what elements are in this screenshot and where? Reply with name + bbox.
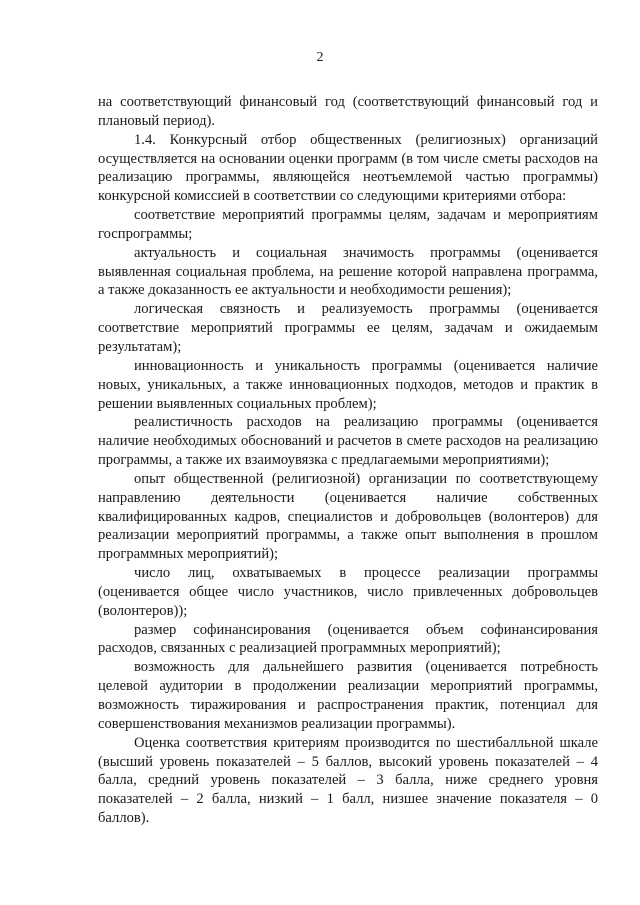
criterion-development-potential: возможность для дальнейшего развития (оценивается потребность целевой аудитории в продолжении реализации мероприятий программы, возможность тиражирования и распространения практик, потенциал для совершенствования механизмов реализации программы). <box>98 659 598 732</box>
criterion-innovation: инновационность и уникальность программы (оценивается наличие новых, уникальных, а также инновационных подходов, методов и практик в решении выявленных социальных проблем); <box>98 357 598 412</box>
criterion-participants-count: число лиц, охватываемых в процессе реализации программы (оценивается общее число участников, число привлеченных добровольцев (волонтеров)); <box>98 565 598 619</box>
document-body <box>98 93 598 828</box>
criterion-cofinancing: размер софинансирования (оценивается объем софинансирования расходов, связанных с реализацией программных мероприятий); <box>98 621 598 657</box>
criterion-realistic-costs: реалистичность расходов на реализацию программы (оценивается наличие необходимых обоснований и расчетов в смете расходов на реализацию программы, а также их взаимоувязка с предлагаемыми мероприятиями); <box>98 414 598 469</box>
criterion-logical-coherence: логическая связность и реализуемость программы (оценивается соответствие мероприятий программы ее целям, задачам и ожидаемым результатам); <box>98 301 598 355</box>
paragraph-scoring-scale: Оценка соответствия критериям производится по шестибалльной шкале (высший уровень показателей – 5 баллов, высокий уровень показателей – 4 балла, средний уровень показателей – 3 балла, ниже среднего уровня показателей – 2 балла, низкий – 1 балл, низшее значение показателя – 0 баллов). <box>98 734 598 827</box>
paragraph-continuation: на соответствующий финансовый год (соответствующий финансовый год и плановый период). <box>98 94 598 129</box>
criterion-relevance: актуальность и социальная значимость программы (оценивается выявленная социальная проблема, на решение которой направлена программа, а также доказанность ее актуальности и необходимости решения); <box>98 244 598 299</box>
page-number: 2 <box>316 50 324 65</box>
criterion-organization-experience: опыт общественной (религиозной) организации по соответствующему направлению деятельности (оценивается наличие собственных квалифицированных кадров, специалистов и добровольцев (волонтеров) для реализации мероприятий программы, а также опыт выполнения в прошлом программных мероприятий); <box>98 470 598 563</box>
criterion-goals-alignment: соответствие мероприятий программы целям, задачам и мероприятиям госпрограммы; <box>98 207 598 242</box>
paragraph-section-1-4: 1.4. Конкурсный отбор общественных (религиозных) организаций осуществляется на основании оценки программ (в том числе сметы расходов на реализацию программы, являющейся неотъемлемой частью программы) конкурсной комиссией в соответствии со следующими критериями отбора: <box>98 131 598 205</box>
